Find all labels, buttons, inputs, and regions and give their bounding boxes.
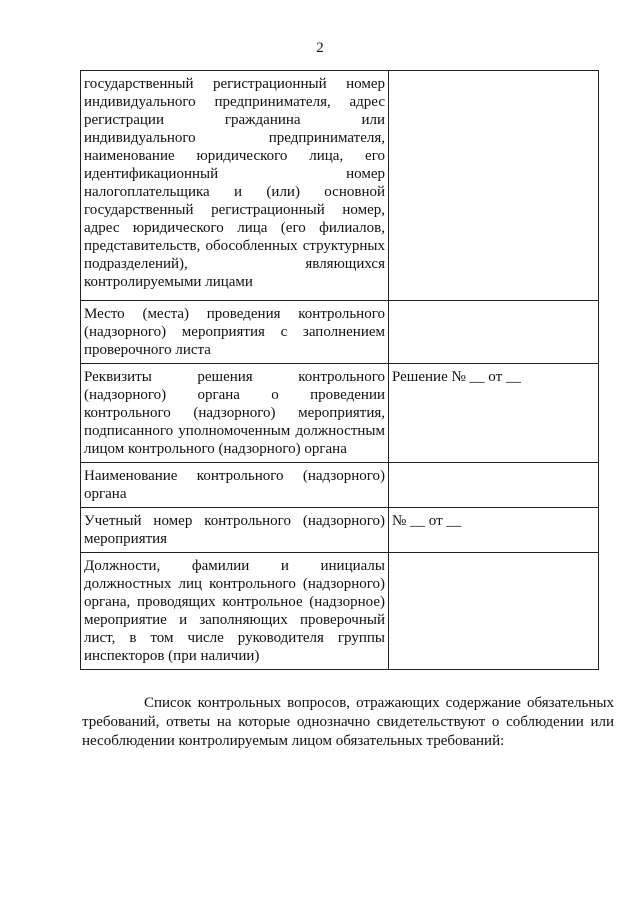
checklist-intro-paragraph: Список контрольных вопросов, отражающих содержание обязательных требований, ответы на которые однозначно свидетельствуют о соблюдении или несоблюдении контролируемым лицом обязательных требований:	[82, 695, 614, 749]
table-row	[81, 71, 599, 301]
table-row	[81, 553, 599, 670]
row-value-registration-number: № __ от __	[389, 508, 599, 553]
row-label-event-location: Место (места) проведения контрольного (надзорного) мероприятия с заполнением проверочного листа	[81, 301, 389, 364]
table-row	[81, 508, 599, 553]
row-label-authority-name: Наименование контрольного (надзорного) органа	[81, 463, 389, 508]
row-value-authority-name	[389, 463, 599, 508]
row-label-registration-number: Учетный номер контрольного (надзорного) мероприятия	[81, 508, 389, 553]
page-number: 2	[316, 40, 324, 56]
row-value-decision-details: Решение № __ от __	[389, 364, 599, 463]
table-row	[81, 463, 599, 508]
row-label-decision-details: Реквизиты решения контрольного (надзорного) органа о проведении контрольного (надзорного) мероприятия, подписанного уполномоченным должностным лицом контрольного (надзорного) органа	[81, 364, 389, 463]
table-row	[81, 301, 599, 364]
table-row	[81, 364, 599, 463]
inspection-details-table	[80, 70, 599, 670]
row-label-officials: Должности, фамилии и инициалы должностных лиц контрольного (надзорного) органа, проводящих контрольное (надзорное) мероприятие и заполняющих проверочный лист, в том числе руководителя группы инспекторов (при наличии)	[81, 553, 389, 670]
row-value-controlled-persons	[389, 71, 599, 301]
row-value-event-location	[389, 301, 599, 364]
row-value-officials	[389, 553, 599, 670]
row-label-controlled-persons: государственный регистрационный номер индивидуального предпринимателя, адрес регистрации гражданина или индивидуального предпринимателя, наименование юридического лица, его идентификационный номер налогоплательщика и (или) основной государственный регистрационный номер, адрес юридического лица (его филиалов, представительств, обособленных структурных подразделений), являющихся контролируемыми лицами	[81, 71, 389, 301]
